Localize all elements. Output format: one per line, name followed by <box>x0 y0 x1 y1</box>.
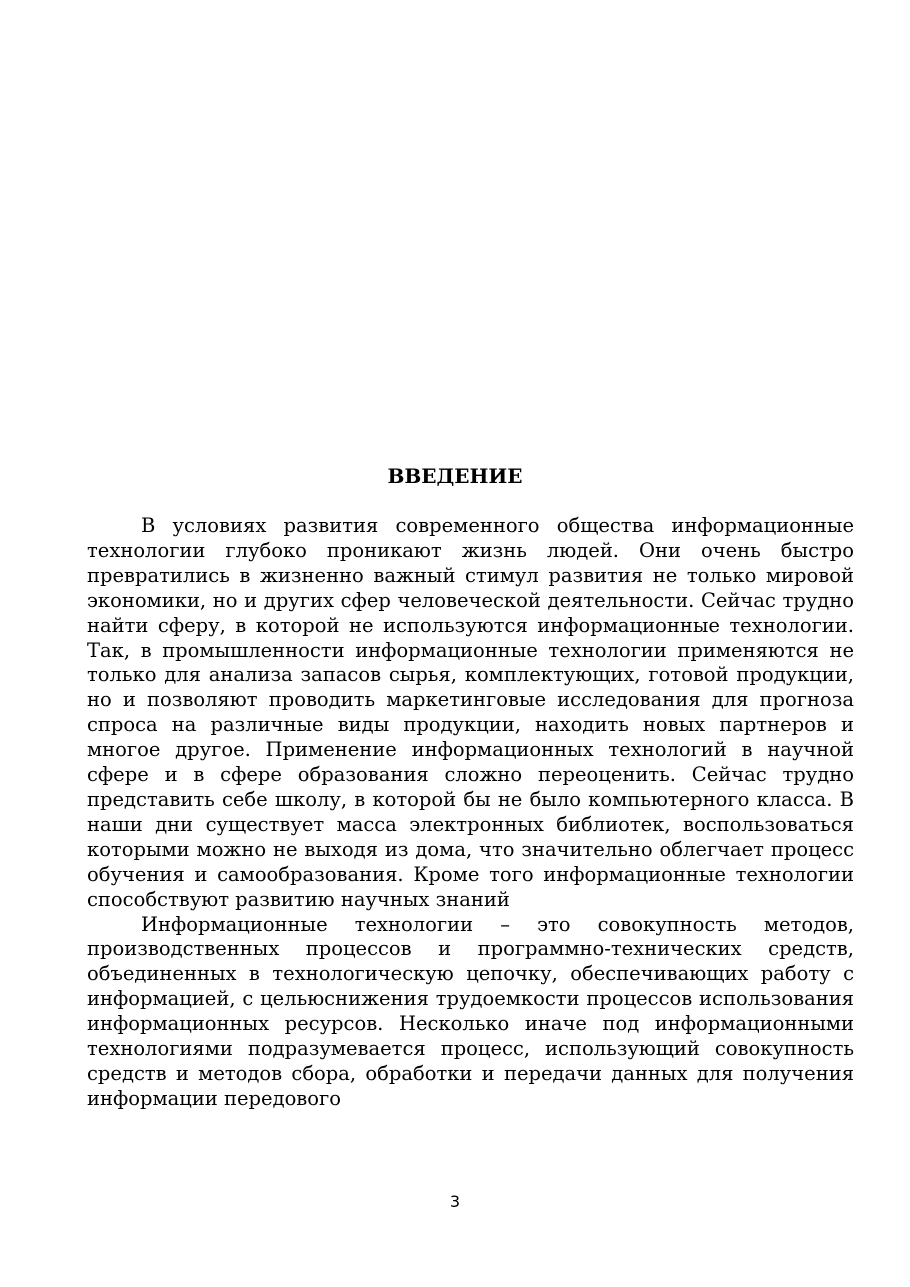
page-number: 3 <box>449 1192 461 1211</box>
body-text <box>87 514 854 1112</box>
paragraph-intro: В условиях развития современного общества информационные технологии глубоко проникают жизнь людей. Они очень быстро превратились в жизненно важный стимул развития не только мировой экономики, но и других сфер человеческой деятельности. Сейчас трудно найти сферу, в которой не используются информационные технологии. Так, в промышленности информационные технологии применяются не только для анализа запасов сырья, комплектующих, готовой продукции, но и позволяют проводить маркетинговые исследования для прогноза спроса на различные виды продукции, находить новых партнеров и многое другое. Применение информационных технологий в научной сфере и в сфере образования сложно переоценить. Сейчас трудно представить себе школу, в которой бы не было компьютерного класса. В наши дни существует масса электронных библиотек, воспользоваться которыми можно не выходя из дома, что значительно облегчает процесс обучения и самообразования. Кроме того информационные технологии способствуют развитию научных знаний <box>87 514 854 911</box>
paragraph-definition: Информационные технологии – это совокупность методов, производственных процессов и программно-технических средств, объединенных в технологическую цепочку, обеспечивающих работу с информацией, с цельюснижения трудоемкости процессов использования информационных ресурсов. Несколько иначе под информационными технологиями подразумевается процесс, использующий совокупность средств и методов сбора, обработки и передачи данных для получения информации передового <box>87 912 854 1110</box>
section-heading: ВВЕДЕНИЕ <box>387 464 523 488</box>
